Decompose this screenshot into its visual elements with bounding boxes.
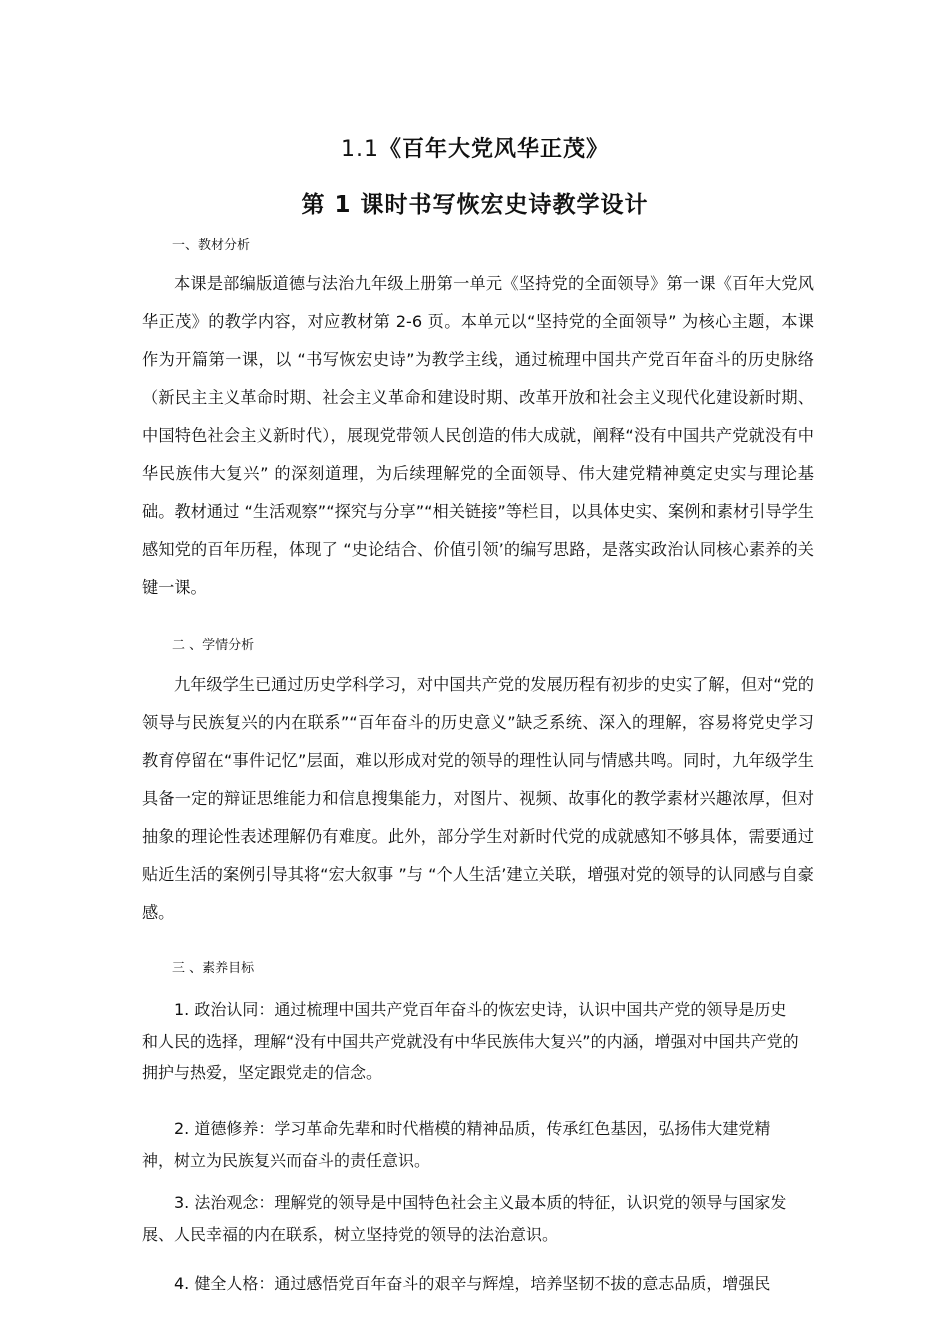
goal-item-moral-cultivation: 2. 道德修养：学习革命先辈和时代楷模的精神品质，传承红色基因，弘扬伟大建党精神，树立为民族复兴而奋斗的责任意识。 <box>142 1119 771 1170</box>
lesson-name: 《百年大党风华正茂》 <box>378 137 609 162</box>
section-heading-textbook-analysis: 一、教材分析 <box>172 238 251 253</box>
goal-item-rule-of-law: 3. 法治观念：理解党的领导是中国特色社会主义最本质的特征，认识党的领导与国家发展、人民幸福的内在联系，树立坚持党的领导的法治意识。 <box>142 1193 787 1244</box>
paragraph-textbook-analysis: 本课是部编版道德与法治九年级上册第一单元《坚持党的全面领导》第一课《百年大党风华正茂》的教学内容，对应教材第 2-6 页。本单元以“坚持党的全面领导” 为核心主题，本课作为开篇第一课，以 “书写恢宏史诗”为教学主线，通过梳理中国共产党百年奋斗的历史脉络（新民主主义革命时期、社会主义革命和建设时期、改革开放和社会主义现代化建设新时期、中国特色社会主义新时代），展现党带领人民创造的伟大成就，阐释“没有中国共产党就没有中华民族伟大复兴” 的深刻道理，为后续理解党的全面领导、伟大建党精神奠定史实与理论基础。教材通过 “生活观察”“探究与分享”“相关链接”等栏目，以具体史实、案例和素材引导学生感知党的百年历程，体现了 “史论结合、价值引领’的编写思路，是落实政治认同核心素养的关键一课。 <box>142 274 814 597</box>
goal-item-political-identity: 1. 政治认同：通过梳理中国共产党百年奋斗的恢宏史诗，认识中国共产党的领导是历史和人民的选择，理解“没有中国共产党就没有中华民族伟大复兴”的内涵，增强对中国共产党的拥护与热爱，坚定跟党走的信念。 <box>142 1000 799 1082</box>
document-title-line1 <box>0 132 950 163</box>
section-heading-literacy-goals: 三 、素养目标 <box>172 961 255 976</box>
section-heading-learner-analysis: 二 、学情分析 <box>172 638 255 653</box>
document-title-line2: 第 1 课时书写恢宏史诗教学设计 <box>301 192 649 218</box>
goal-item-sound-personality: 4. 健全人格：通过感悟党百年奋斗的艰辛与辉煌，培养坚韧不拔的意志品质，增强民 <box>174 1274 771 1293</box>
paragraph-learner-analysis: 九年级学生已通过历史学科学习，对中国共产党的发展历程有初步的史实了解，但对“党的领导与民族复兴的内在联系”“百年奋斗的历史意义”缺乏系统、深入的理解，容易将党史学习教育停留在“事件记忆”层面，难以形成对党的领导的理性认同与情感共鸣。同时，九年级学生具备一定的辩证思维能力和信息搜集能力，对图片、视频、故事化的教学素材兴趣浓厚，但对抽象的理论性表述理解仍有难度。此外，部分学生对新时代党的成就感知不够具体，需要通过贴近生活的案例引导其将“宏大叙事 ”与 “个人生活’建立关联，增强对党的领导的认同感与自豪感。 <box>142 675 814 922</box>
lesson-number: 1.1 <box>340 137 379 162</box>
